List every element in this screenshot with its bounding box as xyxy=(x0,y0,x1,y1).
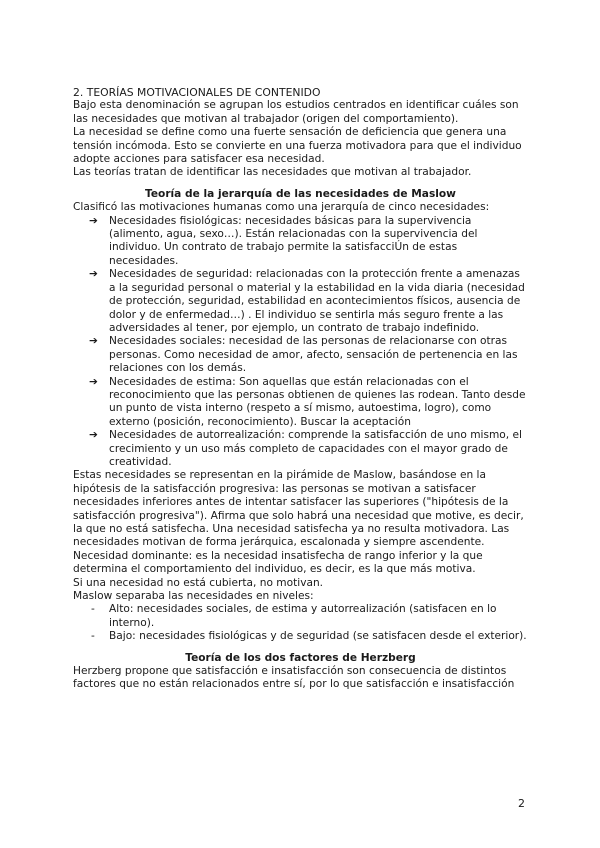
herzberg-title: Teoría de los dos factores de Herzberg xyxy=(185,651,416,664)
list-item xyxy=(73,268,528,335)
arrow-icon: ➔ xyxy=(89,214,98,227)
list-item xyxy=(73,335,528,375)
maslow-dominant-paragraph: Necesidad dominante: es la necesidad insatisfecha de rango inferior y la que determina el comportamiento del individuo, es decir, es la que más motiva. xyxy=(73,549,483,576)
list-item-text: Alto: necesidades sociales, de estima y autorrealización (satisfacen en lo interno). xyxy=(109,603,497,629)
intro-paragraph-2: La necesidad se define como una fuerte sensación de deficiencia que genera una tensión incómoda. Esto se convierte en una fuerza motivadora para que el individuo adopte acciones para satisfacer esa necesidad. xyxy=(73,126,522,166)
maslow-needs-list xyxy=(73,215,528,470)
document-page xyxy=(73,86,528,692)
maslow-levels-lead: Maslow separaba las necesidades en niveles: xyxy=(73,590,314,603)
page-number: 2 xyxy=(518,797,525,810)
intro-paragraph-3: Las teorías tratan de identificar las necesidades que motivan al trabajador. xyxy=(73,166,472,179)
list-item xyxy=(73,215,528,269)
arrow-icon: ➔ xyxy=(89,429,98,442)
maslow-levels-list xyxy=(73,603,528,643)
list-item-text: Necesidades fisiológicas: necesidades básicas para la supervivencia (alimento, agua, sexo…). Están relacionadas con la supervivencia del individuo. Un contrato de trabajo permite la satisfacciÚn de estas necesidades. xyxy=(109,214,478,267)
dash-icon: - xyxy=(91,603,95,616)
arrow-icon: ➔ xyxy=(89,268,98,281)
dash-icon: - xyxy=(91,630,95,643)
list-item-text: Necesidades sociales: necesidad de las personas de relacionarse con otras personas. Como necesidad de amor, afecto, sensación de pertenencia en las relaciones con los demás. xyxy=(109,335,518,375)
maslow-lead: Clasificó las motivaciones humanas como una jerarquía de cinco necesidades: xyxy=(73,201,490,214)
section-title: 2. TEORÍAS MOTIVACIONALES DE CONTENIDO xyxy=(73,86,321,99)
maslow-pyramid-paragraph: Estas necesidades se representan en la pirámide de Maslow, basándose en la hipótesis de la satisfacción progresiva: las personas se motivan a satisfacer necesidades inferiores antes de intentar satisfacer las superiores ("hipótesis de la satisfacción progresiva"). Afirma que solo habrá una necesidad que motive, es decir, la que no está satisfecha. Una necesidad satisfecha ya no resulta motivadora. Las necesidades motivan de forma jerárquica, escalonada y siempre ascendente. xyxy=(73,469,524,549)
list-item xyxy=(73,376,528,430)
list-item-text: Necesidades de seguridad: relacionadas con la protección frente a amenazas a la seguridad personal o material y la estabilidad en la vida diaria (necesidad de protección, seguridad, estabilidad en acontecimientos físicos, ausencia de dolor y de enfermedad…) . El individuo se sentirla más seguro frente a las adversidades al tener, por ejemplo, un contrato de trabajo indefinido. xyxy=(109,268,525,334)
arrow-icon: ➔ xyxy=(89,375,98,388)
herzberg-paragraph: Herzberg propone que satisfacción e insatisfacción son consecuencia de distintos factores que no están relacionados entre sí, por lo que satisfacción e insatisfacción xyxy=(73,665,515,691)
intro-paragraph-1: Bajo esta denominación se agrupan los estudios centrados en identificar cuáles son las necesidades que motivan al trabajador (origen del comportamiento). xyxy=(73,99,519,125)
arrow-icon: ➔ xyxy=(89,335,98,348)
list-item-text: Bajo: necesidades fisiológicas y de seguridad (se satisfacen desde el exterior). xyxy=(109,630,527,643)
list-item-text: Necesidades de estima: Son aquellas que están relacionadas con el reconocimiento que las personas obtienen de quienes las rodean. Tanto desde un punto de vista interno (respeto a sí mismo, autoestima, logro), como externo (posición, reconocimiento). Buscar la aceptación xyxy=(109,375,526,428)
maslow-uncovered-paragraph: Si una necesidad no está cubierta, no motivan. xyxy=(73,576,324,589)
list-item xyxy=(73,429,528,469)
list-item-text: Necesidades de autorrealización: comprende la satisfacción de uno mismo, el crecimiento y un uso más completo de capacidades con el mayor grado de creatividad. xyxy=(109,429,522,468)
list-item xyxy=(73,603,528,630)
list-item xyxy=(73,630,528,643)
maslow-title: Teoría de la jerarquía de las necesidades de Maslow xyxy=(145,187,456,200)
